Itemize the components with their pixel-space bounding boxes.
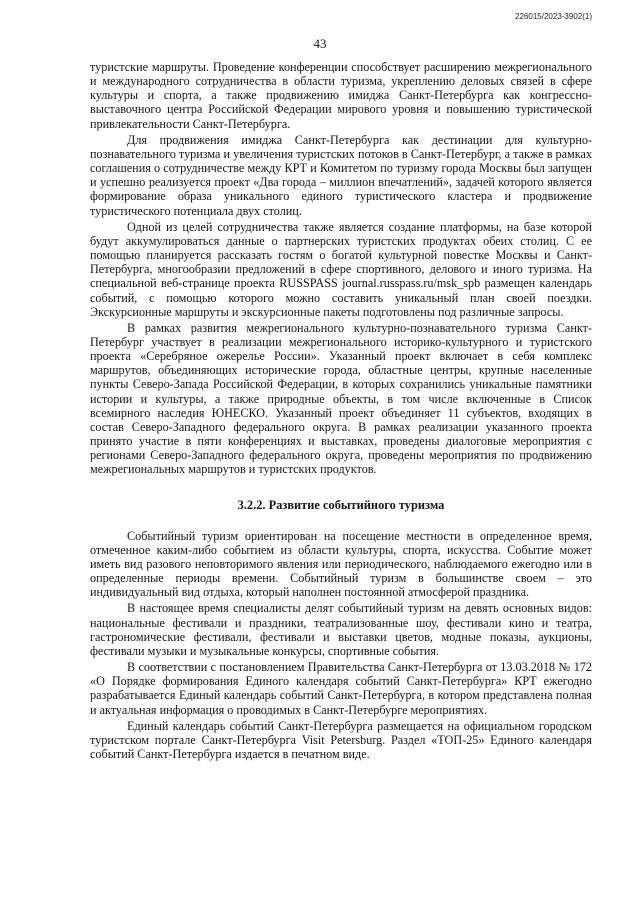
paragraph-two-cities-project: Для продвижения имиджа Санкт-Петербурга как дестинации для культурно-познавательного туризма и увеличения туристских потоков в Санкт-Петербург, а также в рамках соглашения о сотрудничестве между КРТ и Комитетом по туризму города Москвы был запущен и успешно реализуется проект «Два города – миллион впечатлений», задачей которого является формирование образа уникального единого туристического кластера и продвижение туристического потенциала двух столиц. [90,132,592,218]
paragraph-events-calendar-decree: В соответствии с постановлением Правительства Санкт-Петербурга от 13.03.2018 № 172 «О Порядке формирования Единого календаря событий Санкт-Петербурга» КРТ ежегодно разрабатывается Единый календарь событий Санкт-Петербурга, в котором представлена полная и актуальная информация о проводимых в Санкт-Петербурге мероприятиях. [90,660,592,717]
document-registration-number: 226015/2023-3902(1) [515,12,592,21]
page-number: 43 [313,36,327,51]
section-heading: 3.2.2. Развитие событийного туризма [237,497,445,512]
paragraph-event-tourism-types: В настоящее время специалисты делят событийный туризм на девять основных видов: национальные фестивали и праздники, театрализованные шоу, фестивали кино и театра, гастрономические фестивали, фестивали и выставки цветов, модные показы, аукционы, фестивали музыки и музыкальные конкурсы, спортивные события. [90,601,592,658]
paragraph-silver-necklace: В рамках развития межрегионального культурно-познавательного туризма Санкт-Петербург участвует в реализации межрегионального историко-культурного и туристского проекта «Серебряное ожерелье России». Указанный проект включает в себя комплекс маршрутов, объединяющих исторические города, областные центры, крупные населенные пункты Северо-Запада Российской Федерации, в которых сохранились уникальные памятники истории и культуры, а также природные объекты, в том числе включенные в Список всемирного наследия ЮНЕСКО. Указанный проект объединяет 11 субъектов, входящих в состав Северо-Западного федерального округа. В рамках реализации указанного проекта принято участие в пяти конференциях и выставках, проведены диалоговые мероприятия с регионами Северо-Западного федерального округа, проведены мероприятия по продвижению межрегиональных маршрутов и туристских продуктов. [90,320,592,477]
paragraph-conference-continuation: туристские маршруты. Проведение конференции способствует расширению межрегионального и международного сотрудничества в области туризма, укреплению деловых связей в сфере культуры и спорта, а также продвижению имиджа Санкт-Петербурга как конгрессно-выставочного центра Российской Федерации мирового уровня и повышению туристической привлекательности Санкт-Петербурга. [90,60,592,131]
paragraph-partner-platform: Одной из целей сотрудничества также является создание платформы, на базе которой будут аккумулироваться данные о партнерских туристских продуктах обеих столиц. С ее помощью планируется рассказать гостям о богатой культурной повестке Москвы и Санкт-Петербурга, многообразии предложений в сфере спортивного, делового и иного туризма. На специальной веб-странице проекта RUSSPASS journal.russpass.ru/msk_spb размещен календарь событий, с помощью которого можно составить уникальный план своей поездки. Экскурсионные маршруты и экскурсионные пакеты подготовлены под различные запросы. [90,219,592,319]
paragraph-event-tourism-definition: Событийный туризм ориентирован на посещение местности в определенное время, отмеченное каким-либо событием из области культуры, спорта, искусства. Событие может иметь вид разового неповторимого явления или периодического, наблюдаемого ежегодно или в определенные периоды времени. Событийный туризм в большинстве своем – это индивидуальный вид отдыха, который наполнен постоянной атмосферой праздника. [90,528,592,600]
paragraph-events-calendar-portal: Единый календарь событий Санкт-Петербурга размещается на официальном городском туристском портале Санкт-Петербурга Visit Petersburg. Раздел «ТОП-25» Единого календаря событий Санкт-Петербурга издается в печатном виде. [90,718,592,762]
document-body [90,60,592,761]
